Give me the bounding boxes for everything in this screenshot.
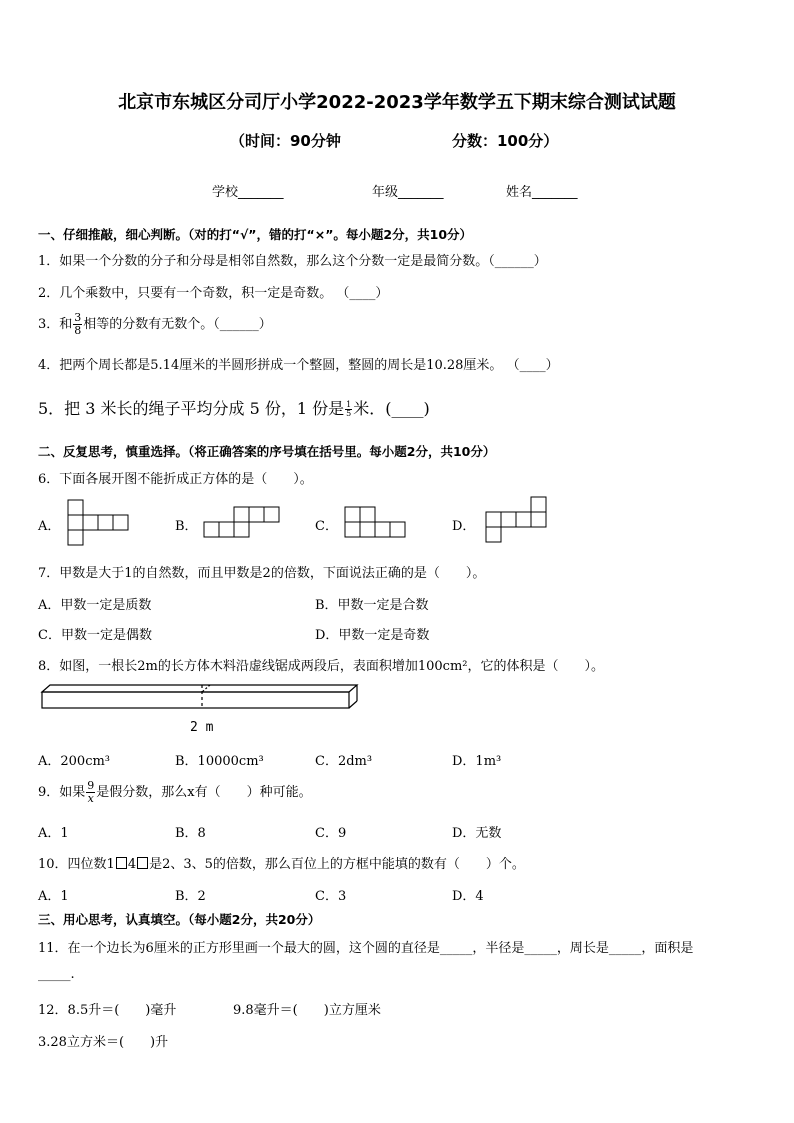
q10-option-d: D．4 [452, 889, 484, 904]
school-field: 学校_______ [212, 185, 284, 200]
section-1-heading: 一、仔细推敲，细心判断。（对的打“√”，错的打“×”。每小题2分，共10分） [38, 227, 473, 242]
question-9 [38, 780, 312, 805]
q10-option-b: B．2 [175, 889, 206, 904]
q6-option-a: A． [38, 519, 61, 534]
question-5-pre: 5．把 3 米长的绳子平均分成 5 份，1 份是 [38, 399, 345, 418]
question-10-post: 是2、3、5的倍数，那么百位上的方框中能填的数有（ ）个。 [149, 857, 525, 872]
question-3 [38, 312, 272, 337]
cube-net-d [485, 497, 555, 547]
section-2-heading: 二、反复思考，慎重选择。（将正确答案的序号填在括号里。每小题2分，共10分） [38, 444, 496, 459]
q8-option-b: B．10000cm³ [175, 754, 264, 769]
blank-box [116, 857, 127, 869]
wood-beam-figure [42, 684, 362, 714]
fraction-3-8: $\frac{3}{8}$ [74, 311, 82, 337]
blank-box [137, 857, 148, 869]
question-12-c: 3.28立方米＝( )升 [38, 1035, 169, 1050]
fraction-9-x: $\frac{9}{x}$ [87, 779, 95, 805]
question-10-mid: 4 [127, 857, 137, 872]
q9-option-d: D．无数 [452, 826, 502, 841]
question-11-line-1: 11．在一个边长为6厘米的正方形里画一个最大的圆，这个圆的直径是_____，半径是_____，周长是_____，面积是 [38, 941, 694, 956]
q8-option-a: A．200cm³ [38, 754, 111, 769]
question-8: 8．如图，一根长2m的长方体木料沿虚线锯成两段后，表面积增加100cm²，它的体积是（ ）。 [38, 659, 605, 674]
cube-net-b [203, 507, 283, 541]
question-9-post: 是假分数，那么x有（ ）种可能。 [96, 785, 312, 800]
question-2: 2．几个乘数中，只要有一个奇数，积一定是奇数。 （____） [38, 286, 389, 301]
exam-time: （时间：90分钟 [230, 132, 341, 150]
q7-option-c: C．甲数一定是偶数 [38, 628, 152, 643]
q7-option-a: A．甲数一定是质数 [38, 598, 152, 613]
question-6: 6．下面各展开图不能折成正方体的是（ ）。 [38, 472, 313, 487]
question-3-pre: 3．和 [38, 317, 73, 332]
q6-option-d: D． [452, 519, 476, 534]
section-3-heading: 三、用心思考，认真填空。（每小题2分，共20分） [38, 912, 321, 927]
q7-option-b: B．甲数一定是合数 [315, 598, 429, 613]
question-5 [38, 396, 430, 419]
question-10-pre: 10．四位数1 [38, 857, 115, 872]
question-10 [38, 853, 525, 872]
q10-option-a: A．1 [38, 889, 69, 904]
q6-option-c: C． [315, 519, 338, 534]
q8-option-d: D．1m³ [452, 754, 502, 769]
fraction-1-5: $\frac{1}{5}$ [346, 400, 352, 418]
page-title: 北京市东城区分司厅小学2022-2023学年数学五下期末综合测试试题 [118, 92, 676, 113]
question-3-post: 相等的分数有无数个。（______） [83, 317, 272, 332]
q8-option-c: C．2dm³ [315, 754, 373, 769]
name-field: 姓名_______ [506, 185, 578, 200]
question-5-post: 米．(____) [353, 399, 430, 418]
question-11-line-2: _____. [38, 967, 75, 982]
question-9-pre: 9．如果 [38, 785, 86, 800]
q9-option-b: B．8 [175, 826, 206, 841]
q6-option-b: B． [175, 519, 198, 534]
cube-net-c [344, 507, 408, 541]
question-7: 7．甲数是大于1的自然数，而且甲数是2的倍数，下面说法正确的是（ ）。 [38, 566, 486, 581]
question-12-b: 9.8毫升＝( )立方厘米 [233, 1003, 381, 1018]
question-12-a: 12．8.5升＝( )毫升 [38, 1003, 177, 1018]
cube-net-a [68, 500, 132, 548]
q9-option-c: C．9 [315, 826, 347, 841]
q9-option-a: A．1 [38, 826, 69, 841]
grade-field: 年级_______ [372, 185, 444, 200]
q10-option-c: C．3 [315, 889, 347, 904]
question-4: 4．把两个周长都是5.14厘米的半圆形拼成一个整圆，整圆的周长是10.28厘米。 （____） [38, 358, 559, 373]
question-1: 1．如果一个分数的分子和分母是相邻自然数，那么这个分数一定是最简分数。（______） [38, 254, 547, 269]
beam-length-label: 2 m [190, 720, 214, 735]
q7-option-d: D．甲数一定是奇数 [315, 628, 430, 643]
exam-score: 分数：100分） [452, 132, 559, 150]
